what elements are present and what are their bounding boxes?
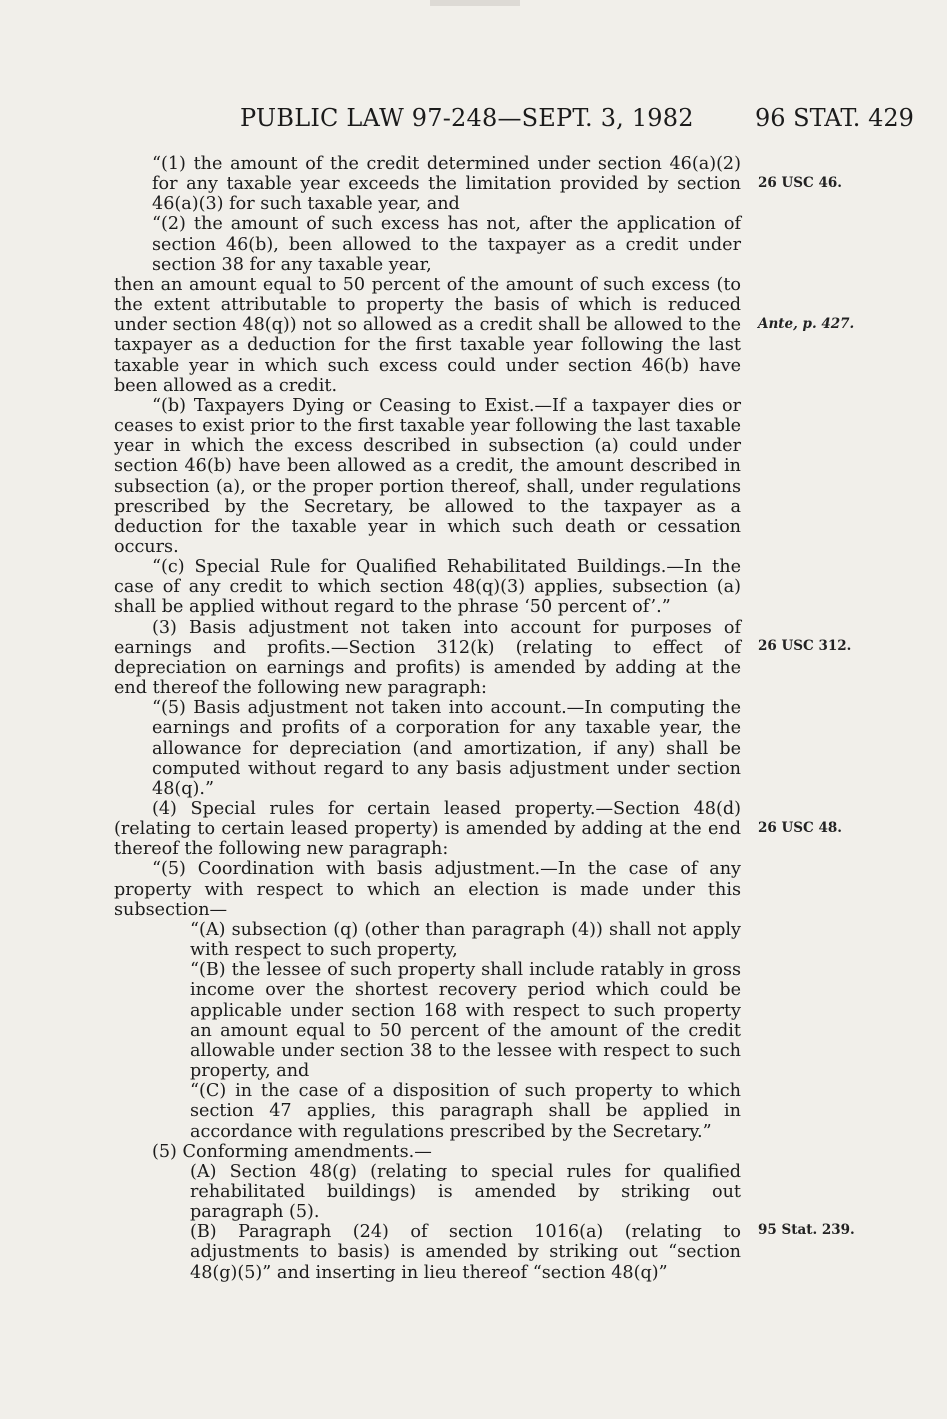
paragraph-4: “(b) Taxpayers Dying or Ceasing to Exist.—If a taxpayer dies or ceases to exist prior to the first taxable year following the last taxable year in which the excess described in subsection (a) could under section 46(b) have been allowed as a credit, the amount described in subsection (a), or the proper portion thereof, shall, under regulations prescribed by the Secretary, be allowed to the taxpayer as a deduction for the taxable year in which such death or cessation occurs. — [114, 395, 741, 557]
body-text — [114, 154, 741, 1283]
paragraph-7: “(5) Basis adjustment not taken into account.—In computing the earnings and profits of a corporation for any taxable year, the allowance for depreciation (and amortization, if any) shall be computed without regard to any basis adjustment under section 48(q).” — [152, 698, 741, 799]
margin-note-26-usc-312: 26 USC 312. — [758, 638, 852, 654]
paragraph-3: then an amount equal to 50 percent of the amount of such excess (to the extent attributable to property the basis of which is reduced under section 48(q)) not so allowed as a credit shall be allowed to the taxpayer as a deduction for the first taxable year following the last taxable year in which such excess could under section 46(b) have been allowed as a credit. — [114, 274, 741, 396]
paragraph-9: “(5) Coordination with basis adjustment.—In the case of any property with respect to which an election is made under this subsection— — [114, 859, 741, 920]
paragraph-6: (3) Basis adjustment not taken into account for purposes of earnings and profits.—Section 312(k) (relating to effect of depreciation on earnings and profits) is amended by adding at the end thereof the following new paragraph: — [114, 617, 741, 699]
paragraph-15: (B) Paragraph (24) of section 1016(a) (relating to adjustments to basis) is amended by striking out “section 48(g)(5)” and inserting in lieu thereof “section 48(q)” — [190, 1222, 741, 1283]
paragraph-10: “(A) subsection (q) (other than paragraph (4)) shall not apply with respect to such property, — [190, 919, 741, 961]
paragraph-2: “(2) the amount of such excess has not, after the application of section 46(b), been allowed to the taxpayer as a credit under section 38 for any taxable year, — [152, 214, 741, 275]
paragraph-13: (5) Conforming amendments.— — [152, 1141, 432, 1162]
margin-note-ante: Ante, p. 427. — [758, 316, 855, 332]
paragraph-1: “(1) the amount of the credit determined under section 46(a)(2) for any taxable year exceeds the limitation provided by section 46(a)(3) for such taxable year, and — [152, 154, 741, 215]
paragraph-14: (A) Section 48(g) (relating to special rules for qualified rehabilitated buildings) is amended by striking out paragraph (5). — [190, 1161, 741, 1223]
margin-note-95-stat-239: 95 Stat. 239. — [758, 1222, 855, 1238]
paragraph-12: “(C) in the case of a disposition of such property to which section 47 applies, this paragraph shall be applied in accordance with regulations prescribed by the Secretary.” — [190, 1081, 741, 1142]
paragraph-11: “(B) the lessee of such property shall include ratably in gross income over the shortest recovery period which could be applicable under section 168 with respect to such property an amount equal to 50 percent of the amount of the credit allowable under section 38 to the lessee with respect to such property, and — [190, 960, 741, 1082]
margin-note-26-usc-46: 26 USC 46. — [758, 175, 842, 191]
margin-note-26-usc-48: 26 USC 48. — [758, 820, 842, 836]
running-title: PUBLIC LAW 97-248—SEPT. 3, 1982 — [240, 104, 694, 132]
stat-page-number: 96 STAT. 429 — [755, 104, 914, 132]
paragraph-5: “(c) Special Rule for Qualified Rehabilitated Buildings.—In the case of any credit to which section 48(q)(3) applies, subsection (a) shall be applied without regard to the phrase ‘50 percent of’.” — [114, 557, 741, 618]
margin-notes — [758, 0, 938, 1419]
paragraph-8: (4) Special rules for certain leased property.—Section 48(d) (relating to certain leased property) is amended by adding at the end thereof the following new paragraph: — [114, 799, 741, 860]
scan-artifact — [430, 0, 520, 6]
